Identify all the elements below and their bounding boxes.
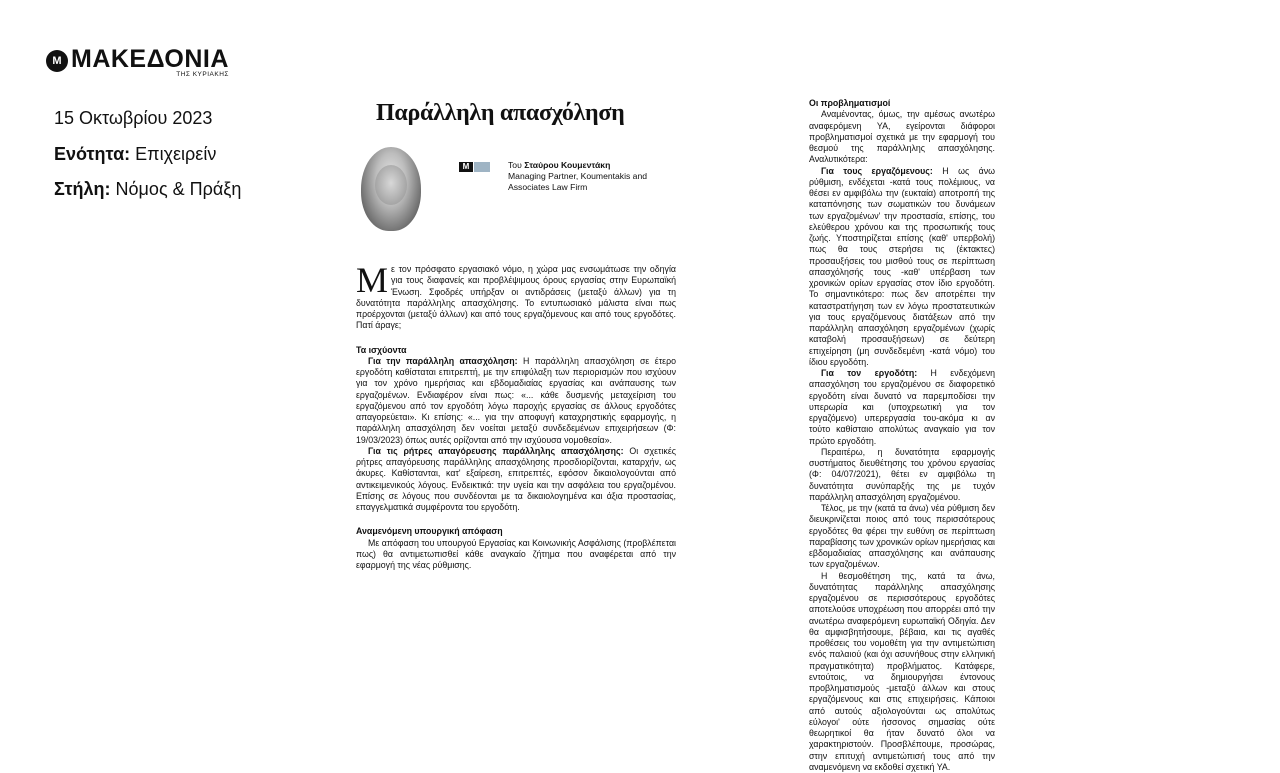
article-clipping <box>352 96 1024 666</box>
section-info <box>54 143 216 165</box>
paragraph-employer: Για τον εργοδότη: Η ενδεχόμενη απασχόληση του εργαζομένου σε διαφορετικό εργοδότη είναι δυνατό να παρεμποδίσει την υπερωρία και (υποχρεωτική για τον εργαζόμενο) υπερεργασία του-ακόμα κι αν τούτο καθίσταιο απολύτως αναγκαίο για τον πρώτο εργοδότη. <box>809 368 995 447</box>
heading-ministerial-decision: Αναμενόμενη υπουργική απόφαση <box>356 526 676 537</box>
section-label: Ενότητα: <box>54 144 130 164</box>
article-title: Παράλληλη απασχόληση <box>376 100 624 127</box>
drop-cap: Μ <box>356 264 388 296</box>
author-face <box>375 165 407 205</box>
paragraph-conclusion: Η θεσμοθέτηση της, κατά τα άνω, δυνατότητας παράλληλης απασχόλησης εργαζομένου σε περισσότερους εργοδότες αποτελούσε υποχρέωση που απορρέει από την ανωτέρω αναφερόμενη ευρωπαϊκή Οδηγία. Δεν θα αμφισβητήσουμε, βέβαια, και τις αγαθές προθέσεις του νομοθέτη για την αντιμετώπιση ενός παλαιού (και όχι ασυνήθους στην ελληνική πραγματικότητα) προβλήματος. Κατάφερε, εντούτοις, να δημιουργήσει έντονους προβληματισμούς -μεταξύ άλλων και στους εργαζόμενους και στις επιχειρήσεις. Κάποιοι από αυτούς αξιολογούνται ως απολύτως εύλογοι' ούτε ήσσονος σημασίας ούτε θεωρητικοί θα ήταν δυνατό όλοι να χαρακτηριστούν. Προσβλέπουμε, προσώρας, στην επιτυχή αντιμετώπισή τους από την αναμενόμενη να εκδοθεί σχετική ΥΑ. <box>809 571 995 773</box>
publication-subtitle: ΤΗΣ ΚΥΡΙΑΚΗΣ <box>176 71 229 78</box>
intro-paragraph: Με τον πρόσφατο εργασιακό νόμο, η χώρα μας ενσωμάτωσε την οδηγία για τους διαφανείς και προβλέψιμους όρους εργασίας στην Ευρωπαϊκή Ένωση. Σφοδρές υπήρξαν οι αντιδράσεις (μεταξύ άλλων) για τη δυνατότητα παράλληλης απασχόλησης. Το εντυπωσιακό μάλιστα είναι πως προέρχονται (μεταξύ άλλων) και από τους εργαζόμενους και από τους εργοδότες. Πατί άραγε; <box>356 264 676 332</box>
author-name: Σταύρου Κουμεντάκη <box>524 160 610 170</box>
paragraph-employees: Για τους εργαζόμενους: Η ως άνω ρύθμιση, ενδέχεται -κατά τους πολέμιους, να θέσει εν αμφιβόλω την (ευκταία) αποτροπή της καταπόνησης των σωματικών του δυνάμεων των εργαζομένων' την προστασία, επίσης, του ελεύθερου χρόνου και της προσωπικής τους ζωής. Υποστηρίζεται επίσης (καθ' υπερβολή) πως θα τους στερήσει τις (έκτακτες) προσαυξήσεις του μισθού τους σε περίπτωση απασχόλησής τους -καθ' υπέρβαση των χρονικών ορίων εργασίας στον ίδιο εργοδότη. Το σημαντικότερο: πως δεν αποτρέπει την καταστρατήγηση των εν λόγω προστατευτικών για τους εργαζόμενους διατάξεων από την παράλληλη απασχόληση εργαζομένων (χωρίς καταβολή προσαυξήσεων) σε δεύτερη επιχείρηση (μη συνδεδεμένη -κατά νόμο) του ίδιου εργοδότη. <box>809 166 995 369</box>
paragraph-ministerial-decision: Με απόφαση του υπουργού Εργασίας και Κοινωνικής Ασφάλισης (προβλέπεται πως) θα αντιμετωπισθεί κάθε αναγκαίο ζήτημα που αναφέρεται από την εφαρμογή της νέας ρύθμισης. <box>356 538 676 572</box>
article-column-left <box>356 264 676 571</box>
column-value: Νόμος & Πράξη <box>116 179 242 199</box>
author-title: Managing Partner, Koumentakis and Associates Law Firm <box>508 171 647 192</box>
author-photo <box>361 147 421 231</box>
article-column-right <box>809 98 995 773</box>
publication-logo <box>46 46 229 78</box>
author-byline <box>508 160 658 193</box>
paragraph-responsibility: Τέλος, με την (κατά τα άνω) νέα ρύθμιση δεν διευκρινίζεται ποιος από τους περισσότερους εργοδότες θα φέρει την ευθύνη σε περίπτωση παραβίασης των χρονικών ορίων ημερήσιας και εβδομαδιαίας απασχόλησης και ανάπαυσης των εργαζομένων. <box>809 503 995 571</box>
paragraph-parallel-employment: Για την παράλληλη απασχόληση: Η παράλληλη απασχόληση σε έτερο εργοδότη καθίσταται επιτρεπτή, με την επιφύλαξη των περιορισμών που ισχύουν για τον χρόνο ημερήσιας και εβδομαδιαίας εργασίας και ανάπαυσης των εργαζομένων. Ενδιαφέρον είναι πως: «... κάθε δυσμενής μεταχείριση του εργαζόμενου από τον εργοδότη λόγω παροχής εργασίας σε άλλους εργοδότες απαγορεύεται». Κι επίσης: «... για την αποφυγή καταχρηστικής εφαρμογής, η παράλληλη απασχόληση δεν νοείται μεταξύ συνδεδεμένων επιχειρήσεων (Φ: 19/03/2023) όπως αυτές ορίζονται από την ισχύουσα νομοθεσία». <box>356 356 676 446</box>
author-prefix: Του <box>508 160 522 170</box>
publication-name: ΜΑΚΕΔΟΝΙΑ <box>71 46 229 72</box>
publication-date: 15 Οκτωβρίου 2023 <box>54 107 212 129</box>
heading-concerns: Οι προβληματισμοί <box>809 98 995 109</box>
logo-emblem-icon: Μ <box>46 50 68 72</box>
column-info <box>54 178 241 200</box>
law-firm-logo-icon: M <box>459 162 490 172</box>
paragraph-prohibition-clauses: Για τις ρήτρες απαγόρευσης παράλληλης απασχόλησης: Οι σχετικές ρήτρες απαγόρευσης παράλληλης απασχόλησης προσδιορίζονται, καταρχήν, ως άκυρες. Καθίστανται, κατ' εξαίρεση, επιτρεπτές, εφόσον δικαιολογούνται από αντικειμενικούς λόγους. Ενδεικτικά: την υγεία και την ασφάλεια του εργαζομένου. Επίσης σε λόγους που συνδέονται με τα δικαιολογημένα και άξια προστασίας, επαγγελματικά συμφέροντα του εργοδότη. <box>356 446 676 514</box>
section-value: Επιχειρείν <box>135 144 216 164</box>
paragraph-concerns-intro: Αναμένοντας, όμως, την αμέσως ανωτέρω αναφερόμενη ΥΑ, εγείρονται διάφοροι προβληματισμοί σχετικά με την εφαρμογή του θεσμού της παράλληλης απασχόλησης. Αναλυτικότερα: <box>809 109 995 165</box>
heading-current-rules: Τα ισχύοντα <box>356 345 676 356</box>
paragraph-working-time: Περαιτέρω, η δυνατότητα εφαρμογής συστήματος διευθέτησης του χρόνου εργασίας (Φ: 04/07/2021), θέτει εν αμφιβόλω τη δυνατότητα συνύπαρξής της με τυχόν παράλληλη απασχόληση εργαζομένου. <box>809 447 995 503</box>
column-label: Στήλη: <box>54 179 111 199</box>
